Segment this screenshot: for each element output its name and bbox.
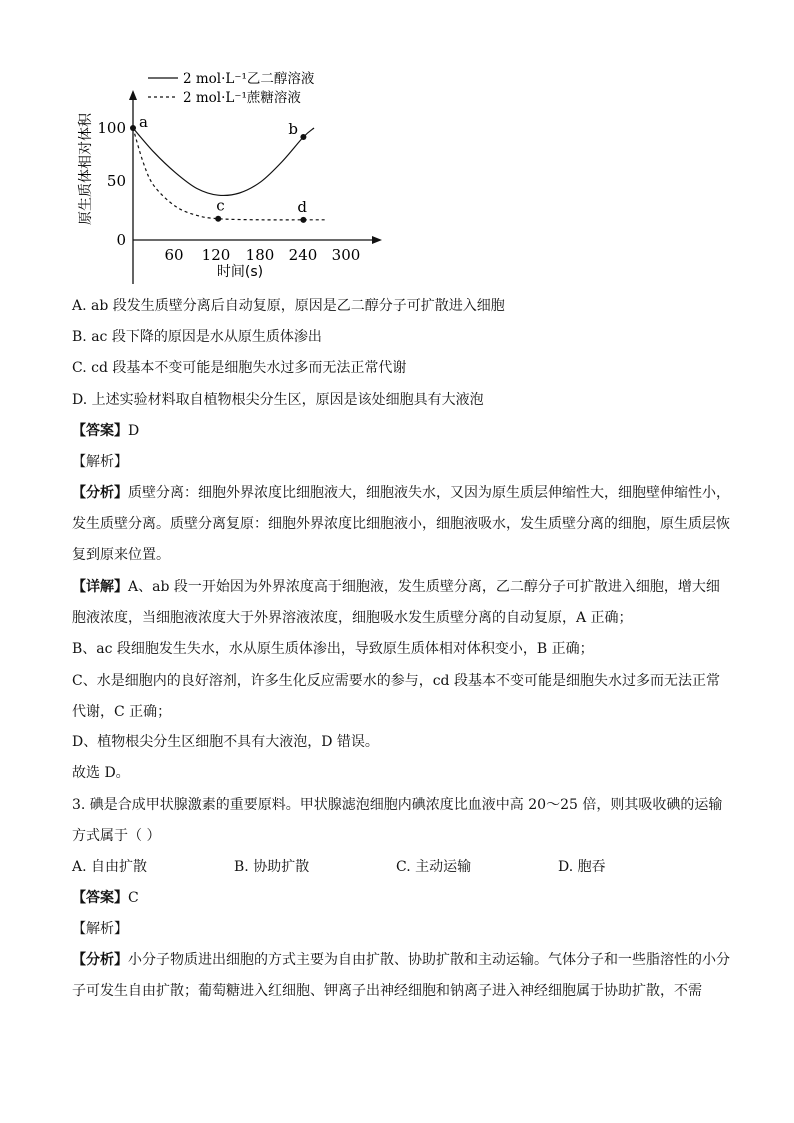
q3-option-a: A. 自由扩散 <box>72 859 148 875</box>
fenxi-text: 质壁分离：细胞外界浓度比细胞液大，细胞液失水，又因为原生质层伸缩性大，细胞壁伸缩性小，发生质壁分离。质壁分离复原：细胞外界浓度比细胞液小，细胞液吸水，发生质壁分离的细胞，原生质层恢复到原来位置。 <box>72 485 730 563</box>
q2-detail-d: D、植物根尖分生区细胞不具有大液泡，D 错误。 <box>72 734 379 750</box>
q3-options <box>72 857 606 877</box>
fenxi-text: 小分子物质进出细胞的方式主要为自由扩散、协助扩散和主动运输。气体分子和一些脂溶性的小分子可发生自由扩散；葡萄糖进入红细胞、钾离子出神经细胞和钠离子进入神经细胞属于协助扩散，不需 <box>72 952 730 999</box>
q2-detail-a <box>72 572 732 634</box>
x-tick-label: 180 <box>245 246 275 264</box>
answer-value: D <box>128 423 140 439</box>
q2-option-c: C. cd 段基本不变可能是细胞失水过多而无法正常代谢 <box>72 360 407 376</box>
q2-detail-b: B、ac 段细胞发生失水，水从原生质体渗出，导致原生质体相对体积变小，B 正确； <box>72 641 594 657</box>
answer-tag: 【答案】 <box>72 890 128 906</box>
q2-option-a: A. ab 段发生质壁分离后自动复原，原因是乙二醇分子可扩散进入细胞 <box>72 298 505 314</box>
series-line-ethylene-glycol <box>133 128 314 195</box>
q2-detail-c: C、水是细胞内的良好溶剂，许多生化反应需要水的参与，cd 段基本不变可能是细胞失水过多而无法正常代谢，C 正确； <box>72 673 720 720</box>
line-chart <box>70 62 400 284</box>
y-axis-label: 原生质体相对体积 <box>78 113 94 225</box>
point-d <box>300 217 306 223</box>
figure <box>70 62 400 284</box>
q2-conclusion: 故选 D。 <box>72 765 130 781</box>
fenxi-tag: 【分析】 <box>72 952 128 968</box>
point-label-c: c <box>216 196 225 215</box>
q2-option-d: D. 上述实验材料取自植物根尖分生区，原因是该处细胞具有大液泡 <box>72 392 484 408</box>
q3-analysis-tag: 【解析】 <box>72 921 128 937</box>
q2-analysis-tag: 【解析】 <box>72 454 128 470</box>
y-axis-arrow <box>129 90 137 100</box>
y-tick-label: 50 <box>106 172 126 190</box>
q3-stem: 3. 碘是合成甲状腺激素的重要原料。甲状腺滤泡细胞内碘浓度比血液中高 20～25 倍，则其吸收碘的运输方式属于（ ） <box>72 797 723 844</box>
q2-fenxi <box>72 478 732 571</box>
q2-option-b: B. ac 段下降的原因是水从原生质体渗出 <box>72 329 322 345</box>
q3-answer <box>72 888 139 908</box>
point-label-a: a <box>139 113 148 131</box>
point-c <box>215 216 221 222</box>
x-tick-label: 120 <box>201 246 231 264</box>
y-tick-label: 0 <box>116 231 126 249</box>
legend-ethylene-glycol: 2 mol·L⁻¹乙二醇溶液 <box>183 71 315 87</box>
x-tick-label: 60 <box>164 246 184 264</box>
x-tick-label: 240 <box>288 246 318 264</box>
series-line-sucrose <box>133 128 325 220</box>
x-axis-label: 时间(s) <box>216 264 264 280</box>
x-tick-label: 300 <box>331 246 361 264</box>
point-label-b: b <box>288 119 299 138</box>
fenxi-tag: 【分析】 <box>72 485 128 501</box>
q2-answer <box>72 421 139 441</box>
detail-a-text: A、ab 段一开始因为外界浓度高于细胞液，发生质壁分离，乙二醇分子可扩散进入细胞，增大细胞液浓度，当细胞液浓度大于外界溶液浓度，细胞吸水发生质壁分离的自动复原，A 正确； <box>72 579 720 626</box>
x-axis-arrow <box>372 236 382 244</box>
q3-option-c: C. 主动运输 <box>396 859 472 875</box>
answer-value: C <box>128 890 139 906</box>
legend-sucrose: 2 mol·L⁻¹蔗糖溶液 <box>183 90 301 106</box>
q3-option-b: B. 协助扩散 <box>234 859 310 875</box>
answer-tag: 【答案】 <box>72 423 128 439</box>
y-tick-label: 100 <box>97 119 126 137</box>
q3-fenxi <box>72 945 732 1007</box>
detail-tag: 【详解】 <box>72 579 128 595</box>
point-label-d: d <box>297 197 308 216</box>
point-b <box>300 134 306 140</box>
q3-option-d: D. 胞吞 <box>558 859 606 875</box>
point-a <box>130 125 136 131</box>
